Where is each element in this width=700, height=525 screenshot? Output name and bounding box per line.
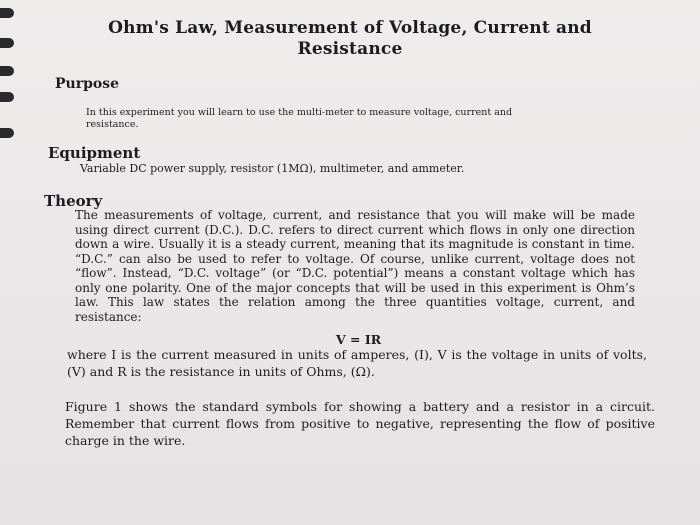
- binding-ring: [0, 8, 14, 18]
- theory-paragraph-2: where I is the current measured in units of amperes, (I), V is the voltage in units of volts, (V) and R is the resistance in units of Ohms, (Ω).: [67, 347, 647, 379]
- theory-paragraph-3: Figure 1 shows the standard symbols for showing a battery and a resistor in a circuit. Remember that current flows from positive to negative, representing the flow of positive charge in the wire.: [65, 399, 655, 448]
- ohms-law-equation: V = IR: [336, 332, 382, 347]
- theory-paragraph-1: The measurements of voltage, current, and resistance that you will make will be made using direct current (D.C.). D.C. refers to direct current which flows in only one direction down a wire. Usually it is a steady current, meaning that its magnitude is constant in time. “D.C.” can also be used to refer to voltage. Of course, unlike current, voltage does not “flow”. Instead, “D.C. voltage” (or “D.C. potential”) means a constant voltage which has only one polarity. One of the major concepts that will be used in this experiment is Ohm’s law. This law states the relation among the three quantities voltage, current, and resistance:: [75, 208, 635, 324]
- equipment-text: Variable DC power supply, resistor (1MΩ), multimeter, and ammeter.: [80, 162, 465, 175]
- purpose-heading: Purpose: [55, 76, 119, 92]
- theory-heading: Theory: [44, 192, 103, 210]
- binding-ring: [0, 92, 14, 102]
- binding-ring: [0, 128, 14, 138]
- title-line-1: Ohm's Law, Measurement of Voltage, Current and: [108, 18, 592, 38]
- document-title: [40, 18, 660, 60]
- purpose-text: In this experiment you will learn to use the multi-meter to measure voltage, current and resistance.: [86, 107, 513, 130]
- binding-ring: [0, 38, 14, 48]
- title-line-2: Resistance: [297, 39, 403, 59]
- binding-ring: [0, 66, 14, 76]
- spiral-binding: [0, 0, 22, 525]
- equipment-heading: Equipment: [48, 144, 141, 162]
